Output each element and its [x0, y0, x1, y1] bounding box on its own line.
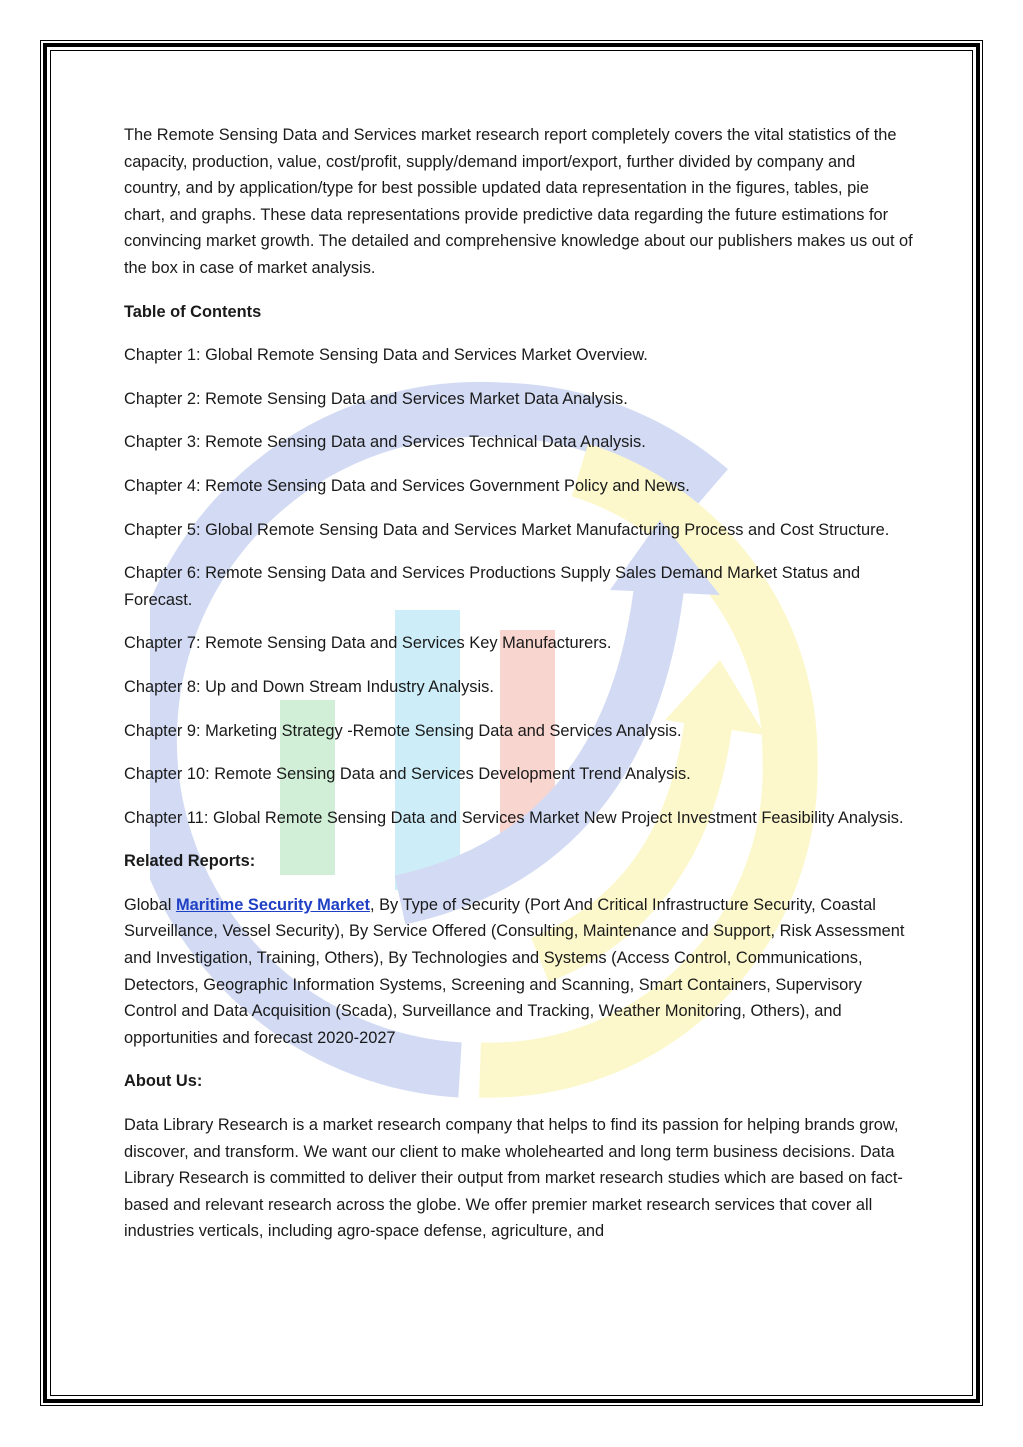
toc-chapter-10: Chapter 10: Remote Sensing Data and Services Development Trend Analysis. [124, 765, 691, 784]
toc-chapter-9: Chapter 9: Marketing Strategy -Remote Sensing Data and Services Analysis. [124, 721, 682, 740]
toc-chapter-2: Chapter 2: Remote Sensing Data and Services Market Data Analysis. [124, 389, 628, 408]
toc-chapter-4: Chapter 4: Remote Sensing Data and Services Government Policy and News. [124, 476, 690, 495]
document-body [124, 122, 914, 1262]
toc-chapter-7: Chapter 7: Remote Sensing Data and Services Key Manufacturers. [124, 634, 612, 653]
toc-heading: Table of Contents [124, 302, 262, 321]
toc-chapter-8: Chapter 8: Up and Down Stream Industry Analysis. [124, 677, 494, 696]
related-suffix: , By Type of Security (Port And Critical Infrastructure Security, Coastal Surveillance, Vessel Security), By Service Offered (Consulting, Maintenance and Support, Risk Assessment and Investigation, Training, Others), By Technologies and Systems (Access Control, Communications, Detectors, Geographic Information Systems, Screening and Scanning, Smart Containers, Supervisory Control and Data Acquisition (Scada), Surveillance and Tracking, Weather Monitoring, Others), and opportunities and forecast 2020-2027 [124, 895, 905, 1047]
related-heading: Related Reports: [124, 852, 256, 871]
intro-paragraph: The Remote Sensing Data and Services market research report completely covers the vital statistics of the capacity, production, value, cost/profit, supply/demand import/export, further divided by company and country, and by application/type for best possible updated data representation in the figures, tables, pie chart, and graphs. These data representations provide predictive data regarding the future estimations for convincing market growth. The detailed and comprehensive knowledge about our publishers makes us out of the box in case of market analysis. [124, 126, 913, 277]
toc-chapter-1: Chapter 1: Global Remote Sensing Data and Services Market Overview. [124, 346, 648, 365]
related-prefix: Global [124, 895, 176, 914]
toc-chapter-5: Chapter 5: Global Remote Sensing Data and Services Market Manufacturing Process and Cost Structure. [124, 520, 890, 539]
about-heading: About Us: [124, 1072, 203, 1091]
about-paragraph: Data Library Research is a market research company that helps to find its passion for helping brands grow, discover, and transform. We want our client to make wholehearted and long term business decisions. Data Library Research is committed to deliver their output from market research studies which are based on fact-based and relevant research across the globe. We offer premier market research services that cover all industries verticals, including agro-space defense, agriculture, and [124, 1116, 903, 1241]
toc-chapter-6: Chapter 6: Remote Sensing Data and Services Productions Supply Sales Demand Market Status and Forecast. [124, 564, 861, 609]
toc-chapter-3: Chapter 3: Remote Sensing Data and Services Technical Data Analysis. [124, 433, 646, 452]
toc-chapter-11: Chapter 11: Global Remote Sensing Data and Services Market New Project Investment Feasibility Analysis. [124, 808, 904, 827]
maritime-security-market-link[interactable]: Maritime Security Market [175, 895, 370, 914]
related-paragraph [124, 892, 914, 1052]
